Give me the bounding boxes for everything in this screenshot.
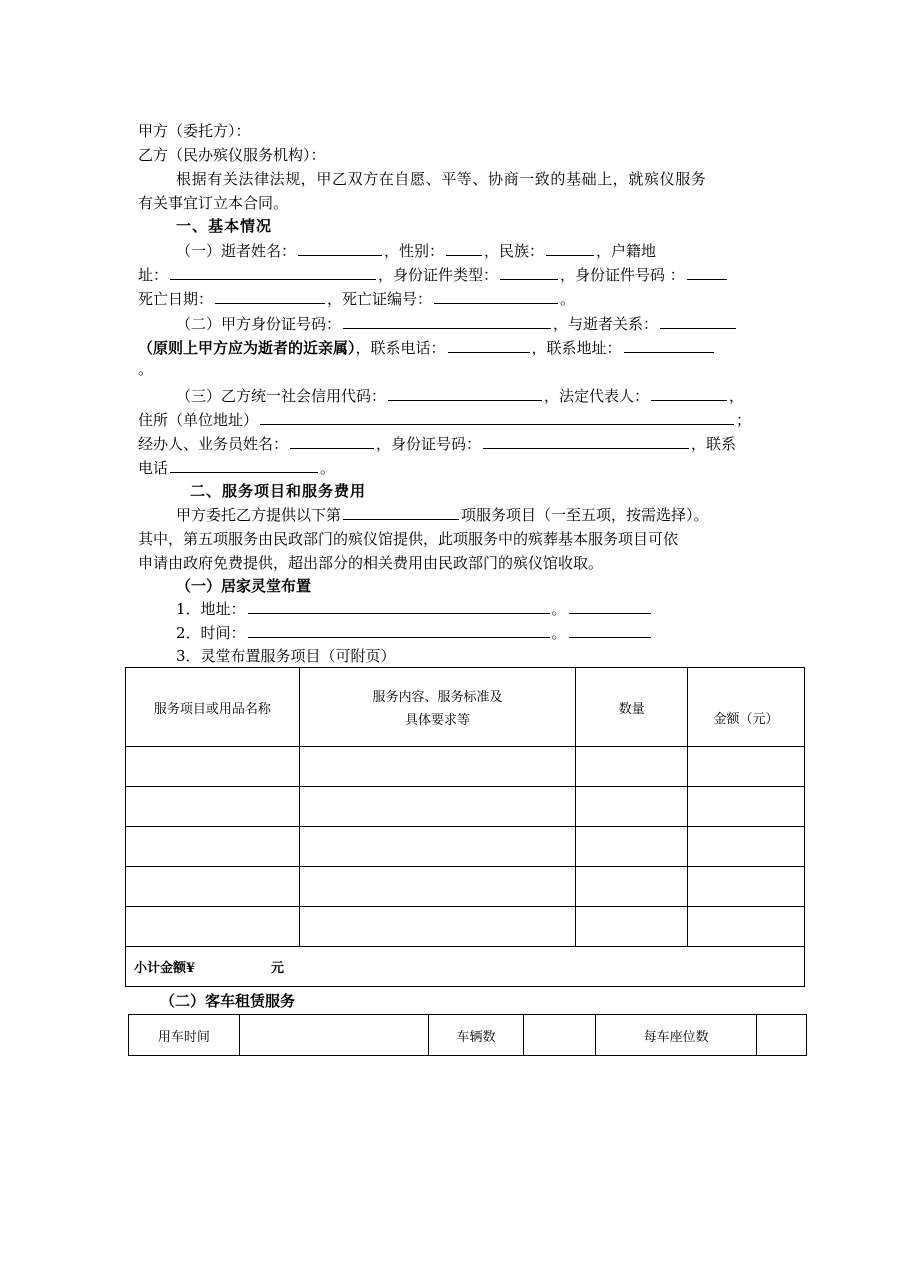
- cell-quantity[interactable]: [576, 747, 688, 787]
- cell-content[interactable]: [299, 827, 576, 867]
- cell-content[interactable]: [299, 787, 576, 827]
- deceased-info-line-2: 址： ，身份证件类型： ，身份证件号码 ：: [138, 264, 729, 286]
- table-row: [126, 747, 805, 787]
- party-a-info-line-1: （二）甲方身份证号码： ，与逝者关系：: [176, 313, 738, 335]
- party-a-info-line-3: 。: [138, 360, 154, 378]
- header-item-name: 服务项目或用品名称: [126, 668, 300, 747]
- cell-content[interactable]: [299, 867, 576, 907]
- cell-amount[interactable]: [688, 867, 805, 907]
- subtotal-cell[interactable]: [126, 947, 805, 987]
- cell-item[interactable]: [126, 867, 300, 907]
- vehicle-count-label: 车辆数: [428, 1015, 524, 1056]
- hall-address-line: 1．地址： 。: [176, 598, 653, 620]
- id-number-field[interactable]: [687, 264, 727, 280]
- sub1-title: （一）居家灵堂布置: [176, 577, 312, 595]
- hall-time-field[interactable]: [248, 622, 550, 638]
- section2-title: 二、服务项目和服务费用: [190, 482, 367, 500]
- cell-item[interactable]: [126, 747, 300, 787]
- header-quantity: 数量: [576, 668, 688, 747]
- cell-amount[interactable]: [688, 787, 805, 827]
- cell-quantity[interactable]: [576, 907, 688, 947]
- hall-time-line: 2．时间： 。: [176, 622, 653, 644]
- party-b-info-line-4: 电话 。: [138, 459, 336, 477]
- usage-time-label: 用车时间: [129, 1015, 240, 1056]
- deceased-info-line-1: （一）逝者姓名： ，性别： ，民族： ，户籍地: [176, 242, 657, 260]
- credit-code-field[interactable]: [388, 385, 542, 401]
- agent-phone-field[interactable]: [170, 457, 318, 473]
- vehicle-count-value[interactable]: [524, 1015, 596, 1056]
- header-amount: 金额（元）: [688, 668, 805, 747]
- cell-quantity[interactable]: [576, 827, 688, 867]
- next-of-kin-note: （原则上甲方应为逝者的近亲属）: [138, 339, 356, 357]
- cell-content[interactable]: [299, 747, 576, 787]
- party-a-address-field[interactable]: [624, 337, 714, 353]
- cell-quantity[interactable]: [576, 867, 688, 907]
- agent-name-field[interactable]: [290, 433, 374, 449]
- table-row: [126, 827, 805, 867]
- table-row: [126, 907, 805, 947]
- party-a-phone-field[interactable]: [448, 337, 530, 353]
- party-b-info-line-1: （三）乙方统一社会信用代码： ，法定代表人： ，: [176, 387, 745, 405]
- household-address-field[interactable]: [170, 264, 376, 280]
- cell-amount[interactable]: [688, 907, 805, 947]
- intro-line-1: 根据有关法律法规，甲乙双方在自愿、平等、协商一致的基础上，就殡仪服务: [176, 170, 707, 188]
- party-a-label: 甲方（委托方）：: [138, 122, 251, 140]
- subtotal-unit: 元: [271, 961, 285, 976]
- gender-field[interactable]: [446, 240, 482, 256]
- cell-amount[interactable]: [688, 827, 805, 867]
- party-b-line: [138, 144, 326, 166]
- bus-rental-table: [128, 1014, 807, 1056]
- hall-address-extra-field[interactable]: [569, 598, 651, 614]
- hall-address-field[interactable]: [248, 598, 550, 614]
- subtotal-label: 小计金额¥: [134, 961, 196, 976]
- cell-item[interactable]: [126, 907, 300, 947]
- seats-per-vehicle-value[interactable]: [757, 1015, 807, 1056]
- deceased-info-line-3: 死亡日期： ，死亡证编号： 。: [138, 290, 576, 308]
- seats-per-vehicle-label: 每车座位数: [596, 1015, 757, 1056]
- hall-items-line: 3．灵堂布置服务项目（可附页）: [176, 647, 396, 665]
- hall-services-table: [125, 667, 805, 987]
- usage-time-value[interactable]: [239, 1015, 428, 1056]
- subtotal-row: [126, 947, 805, 987]
- id-type-field[interactable]: [500, 264, 558, 280]
- table-row: [126, 867, 805, 907]
- party-a-id-field[interactable]: [343, 313, 551, 329]
- party-b-info-line-2: 住所（单位地址） ；: [138, 411, 752, 429]
- party-b-label: 乙方（民办殡仪服务机构）：: [138, 146, 326, 164]
- party-a-info-line-2: （原则上甲方应为逝者的近亲属），联系电话： ，联系地址：: [138, 337, 716, 359]
- header-service-content: 服务内容、服务标准及 具体要求等: [299, 668, 576, 747]
- cell-item[interactable]: [126, 827, 300, 867]
- deceased-name-field[interactable]: [298, 240, 382, 256]
- party-b-info-line-3: 经办人、业务员姓名： ，身份证号码： ，联系: [138, 435, 737, 453]
- ethnicity-field[interactable]: [546, 240, 594, 256]
- death-date-field[interactable]: [215, 288, 325, 304]
- section1-title: 一、基本情况: [176, 217, 273, 235]
- table-row: [129, 1015, 807, 1056]
- cell-amount[interactable]: [688, 747, 805, 787]
- agent-id-field[interactable]: [483, 433, 689, 449]
- service-items-field[interactable]: [343, 504, 459, 520]
- table-header-row: [126, 668, 805, 747]
- services-line-3: 申请由政府免费提供，超出部分的相关费用由民政部门的殡仪馆收取。: [138, 554, 604, 572]
- sub2-title: （二）客车租赁服务: [160, 992, 296, 1010]
- intro-line-2: 有关事宜订立本合同。: [138, 194, 289, 212]
- party-b-address-field[interactable]: [260, 409, 734, 425]
- cell-content[interactable]: [299, 907, 576, 947]
- death-cert-number-field[interactable]: [434, 288, 558, 304]
- relationship-field[interactable]: [660, 313, 736, 329]
- cell-quantity[interactable]: [576, 787, 688, 827]
- cell-item[interactable]: [126, 787, 300, 827]
- services-line-2: 其中，第五项服务由民政部门的殡仪馆提供，此项服务中的殡葬基本服务项目可依: [138, 530, 679, 548]
- hall-time-extra-field[interactable]: [569, 622, 651, 638]
- party-a-line: [138, 120, 251, 142]
- services-line-1: 甲方委托乙方提供以下第 项服务项目（一至五项，按需选择）。: [176, 506, 709, 524]
- table-row: [126, 787, 805, 827]
- legal-rep-field[interactable]: [651, 385, 727, 401]
